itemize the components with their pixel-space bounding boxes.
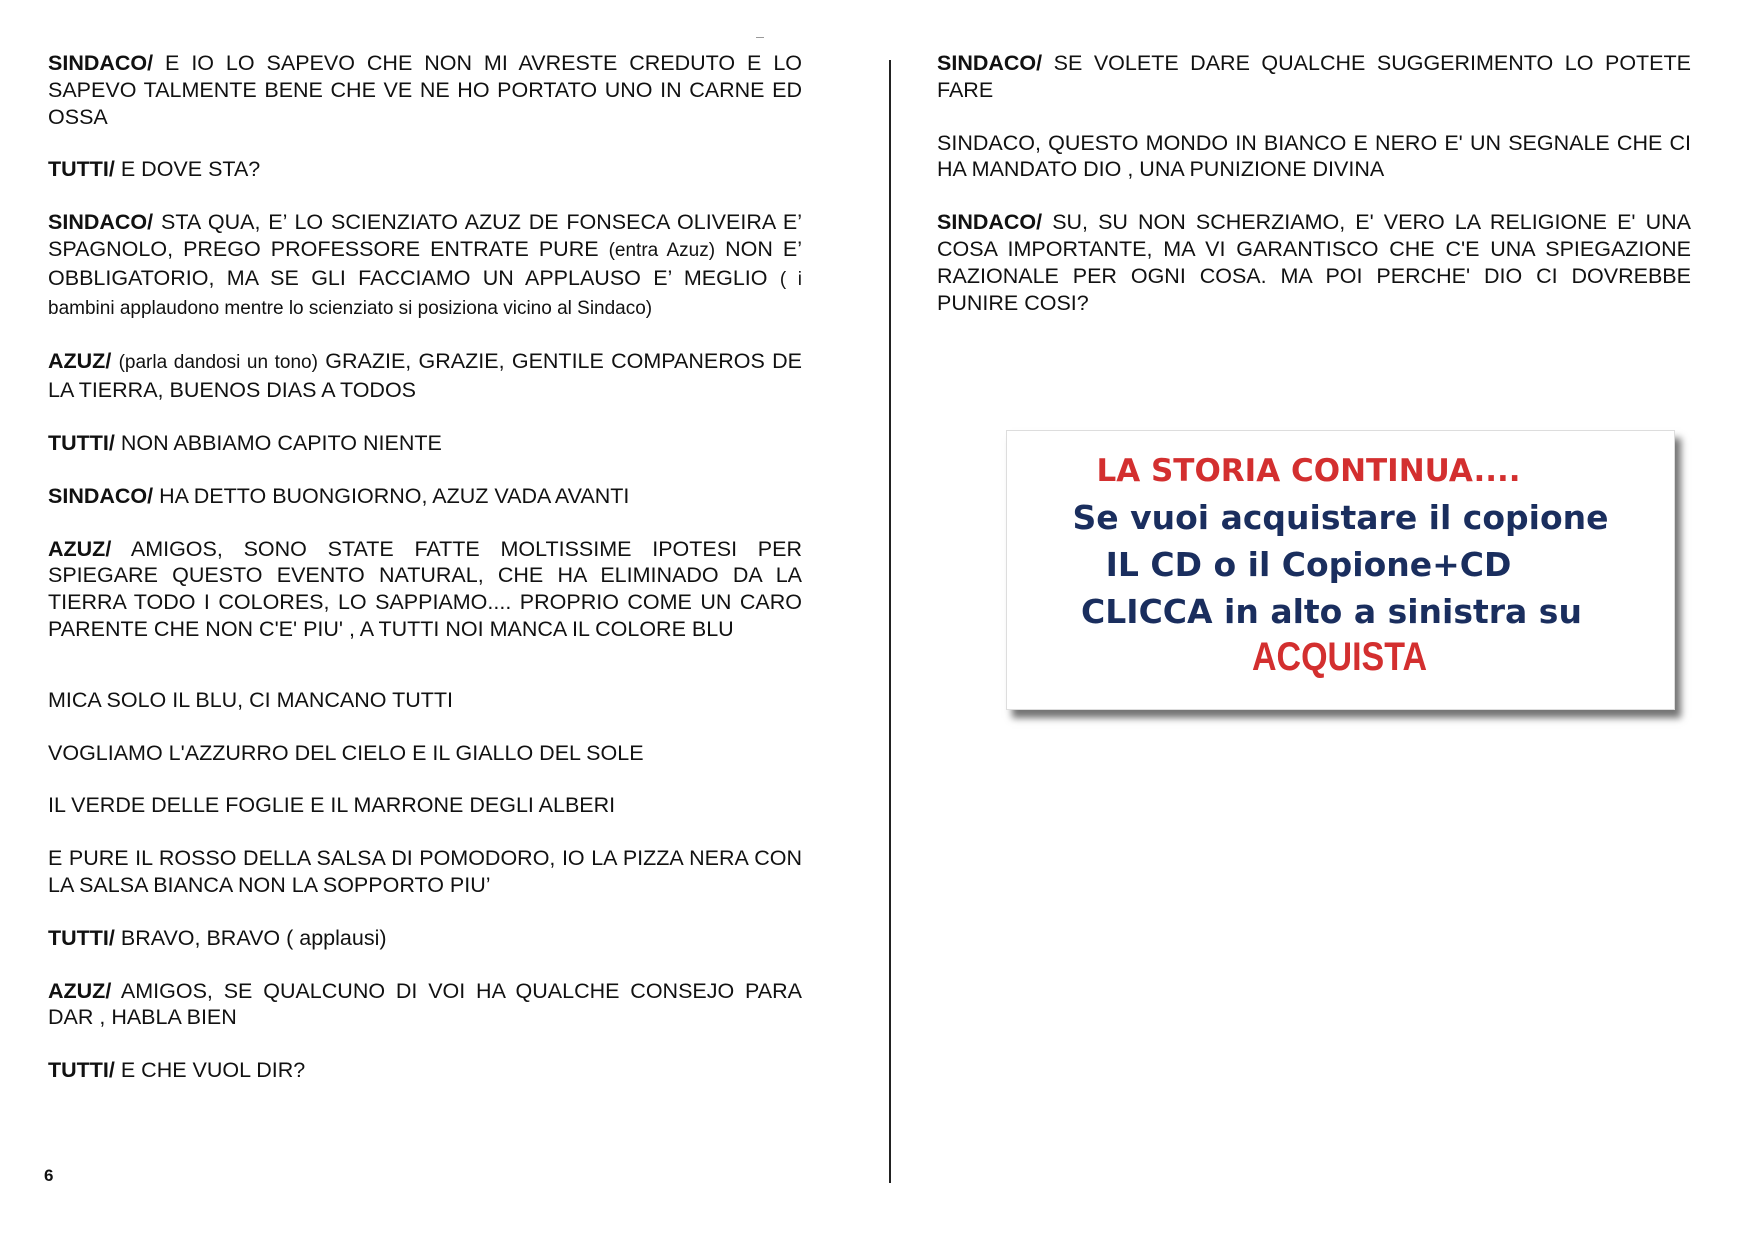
- promo-text: Se vuoi acquistare il copione: [1072, 498, 1609, 537]
- dialogue-paragraph: [937, 50, 1691, 104]
- dialogue-text: VOGLIAMO L'AZZURRO DEL CIELO E IL GIALLO DEL SOLE: [48, 740, 644, 765]
- dialogue-text: NON ABBIAMO CAPITO NIENTE: [114, 430, 442, 455]
- dialogue-paragraph: [48, 792, 802, 819]
- speaker-label: TUTTI/: [48, 925, 115, 950]
- purchase-promo-banner[interactable]: [1006, 430, 1675, 710]
- page-number: 6: [44, 1166, 54, 1185]
- dialogue-text: AMIGOS, SE QUALCUNO DI VOI HA QUALCHE CONSEJO PARA DAR , HABLA BIEN: [48, 978, 802, 1030]
- speaker-label: SINDACO/: [48, 51, 154, 75]
- dialogue-paragraph: [48, 156, 802, 183]
- dialogue-paragraph: [48, 925, 802, 952]
- dialogue-paragraph: [937, 209, 1691, 316]
- dialogue-text: E IO LO SAPEVO CHE NON MI AVRESTE CREDUTO E LO SAPEVO TALMENTE BENE CHE VE NE HO PORTATO UNO IN CARNE ED OSSA: [48, 51, 802, 129]
- dialogue-text: [111, 349, 118, 373]
- dialogue-text: E CHE VUOL DIR?: [114, 1058, 306, 1083]
- dialogue-paragraph: [937, 130, 1691, 184]
- dialogue-text: SE VOLETE DARE QUALCHE SUGGERIMENTO LO POTETE FARE: [937, 51, 1691, 102]
- header-mark: [756, 37, 764, 38]
- dialogue-paragraph: [48, 348, 802, 404]
- right-column: [937, 50, 1691, 342]
- promo-text: IL CD o il Copione+CD: [1105, 545, 1512, 584]
- speaker-label: SINDACO/: [937, 210, 1043, 235]
- dialogue-paragraph: [48, 687, 802, 714]
- dialogue-paragraph: [48, 430, 802, 457]
- dialogue-text: E DOVE STA?: [114, 157, 261, 182]
- dialogue-paragraph: [48, 740, 802, 767]
- column-divider: [889, 60, 891, 1183]
- dialogue-text: GRAZIE, GRAZIE, GENTILE COMPANEROS DE LA TIERRA, BUENOS DIAS A TODOS: [48, 349, 802, 403]
- dialogue-text: HA DETTO BUONGIORNO, AZUZ VADA AVANTI: [153, 483, 630, 508]
- dialogue-paragraph: [48, 209, 802, 322]
- speaker-label: AZUZ/: [48, 978, 112, 1003]
- dialogue-text: STA QUA, E’ LO SCIENZIATO AZUZ DE FONSECA OLIVEIRA E’ SPAGNOLO, PREGO PROFESSORE ENTRATE PURE: [48, 210, 802, 261]
- speaker-label: SINDACO/: [937, 51, 1043, 75]
- dialogue-text: IL VERDE DELLE FOGLIE E IL MARRONE DEGLI ALBERI: [48, 793, 616, 818]
- stage-direction: ( i bambini applaudono mentre lo scienziato si posiziona vicino al Sindaco): [48, 268, 803, 319]
- dialogue-text: BRAVO, BRAVO ( applausi): [114, 925, 387, 950]
- speaker-label: SINDACO/: [48, 210, 154, 235]
- speaker-label: SINDACO/: [48, 483, 154, 508]
- left-column: [48, 50, 802, 1110]
- stage-direction: (entra Azuz): [608, 239, 716, 261]
- dialogue-text: SU, SU NON SCHERZIAMO, E' VERO LA RELIGIONE E' UNA COSA IMPORTANTE, MA VI GARANTISCO CHE C'E UNA SPIEGAZIONE RAZIONALE PER OGNI COSA. MA POI PERCHE' DIO CI DOVREBBE PUNIRE COSI?: [937, 210, 1691, 315]
- dialogue-paragraph: [48, 536, 802, 643]
- dialogue-paragraph: [48, 1057, 802, 1084]
- dialogue-paragraph: [48, 845, 802, 899]
- dialogue-paragraph: [48, 978, 802, 1032]
- acquista-link[interactable]: ACQUISTA: [1251, 635, 1428, 679]
- promo-text: CLICCA in alto a sinistra su: [1081, 592, 1582, 631]
- dialogue-paragraph: [48, 50, 802, 130]
- dialogue-text: MICA SOLO IL BLU, CI MANCANO TUTTI: [48, 687, 453, 712]
- speaker-label: AZUZ/: [48, 349, 112, 374]
- dialogue-text: SINDACO, QUESTO MONDO IN BIANCO E NERO E' UN SEGNALE CHE CI HA MANDATO DIO , UNA PUNIZIONE DIVINA: [937, 130, 1691, 182]
- stage-direction: (parla dandosi un tono): [118, 352, 318, 374]
- speaker-label: AZUZ/: [48, 536, 112, 561]
- speaker-label: TUTTI/: [48, 1058, 115, 1083]
- promo-headline: LA STORIA CONTINUA....: [1096, 453, 1521, 489]
- dialogue-paragraph: [48, 483, 802, 510]
- dialogue-text: E PURE IL ROSSO DELLA SALSA DI POMODORO, IO LA PIZZA NERA CON LA SALSA BIANCA NON LA SOPPORTO PIU’: [48, 846, 802, 897]
- dialogue-text: AMIGOS, SONO STATE FATTE MOLTISSIME IPOTESI PER SPIEGARE QUESTO EVENTO NATURAL, CHE HA ELIMINADO DA LA TIERRA TODO I COLORES, LO SAPPIAMO.... PROPRIO COME UN CARO PARENTE CHE NON C'E' PIU' , A TUTTI NOI MANCA IL COLORE BLU: [48, 536, 802, 641]
- dialogue-text: NON E’ OBBLIGATORIO, MA SE GLI FACCIAMO UN APPLAUSO E’ MEGLIO: [48, 236, 803, 290]
- speaker-label: TUTTI/: [48, 157, 115, 182]
- speaker-label: TUTTI/: [48, 430, 115, 455]
